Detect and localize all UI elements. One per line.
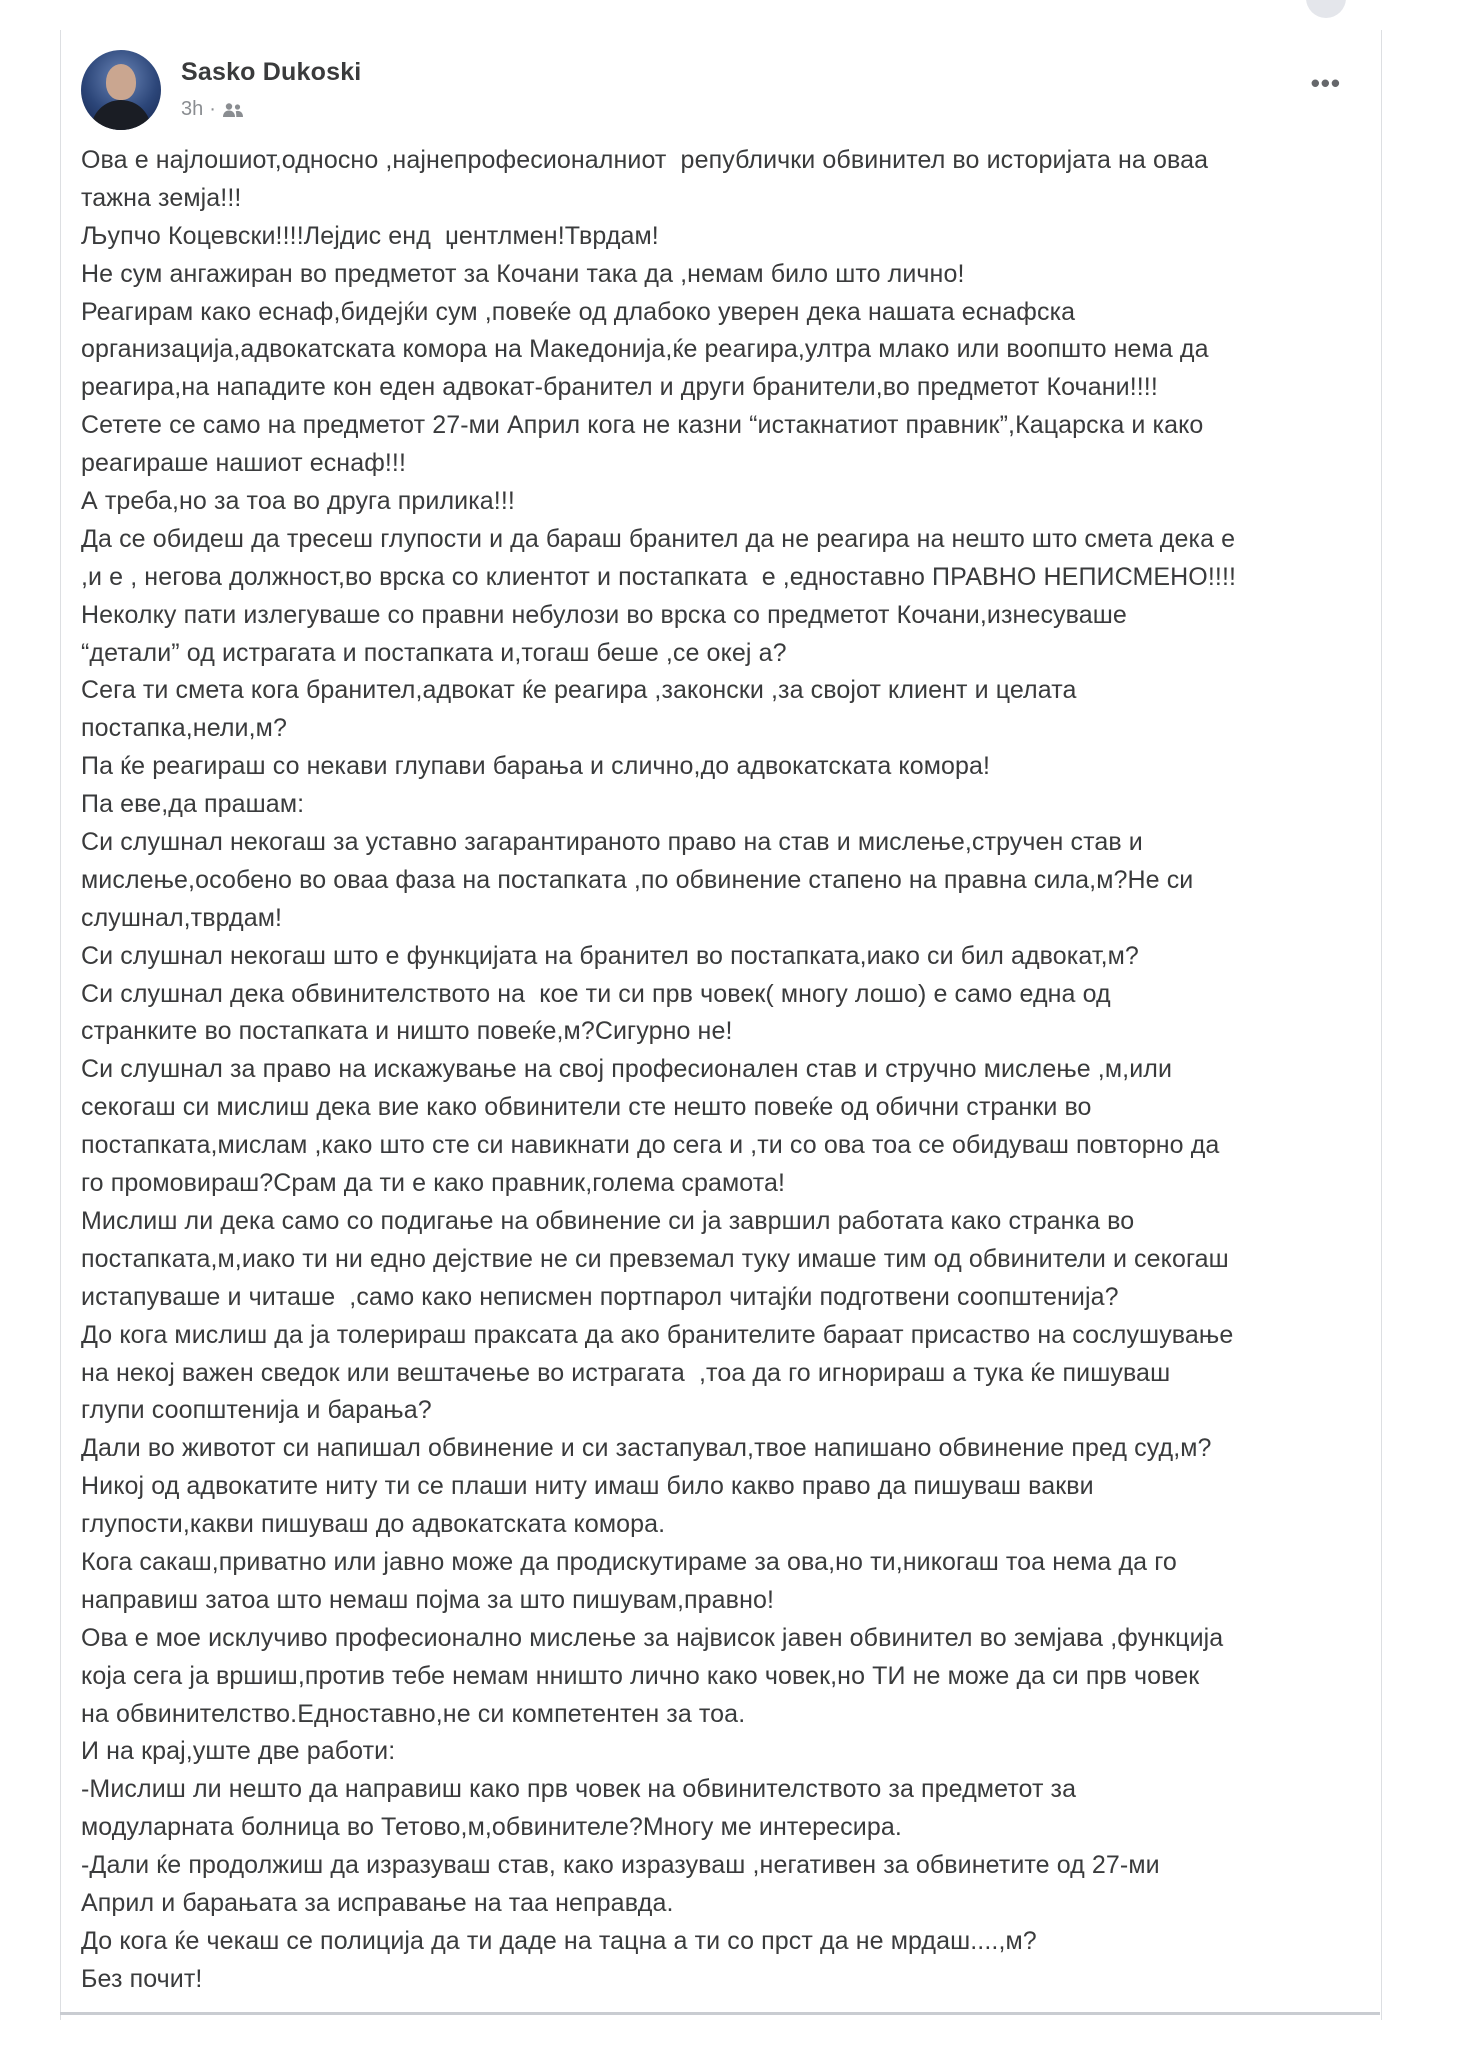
post-text-line: на некој важен сведок или вештачење во истрагата ,тоа да го игнорираш а тука ќе пишуваш (81, 1358, 1171, 1387)
meta-separator: · (209, 98, 216, 120)
post-text-line: Па еве,да прашам: (81, 790, 305, 819)
post-text-line: глупи соопштенија и барања? (81, 1396, 432, 1425)
post-text-line: А треба,но за тоа во друга прилика!!! (81, 487, 515, 516)
post-text-line: постапка,нели,м? (81, 714, 287, 743)
post-text-line: Си слушнал дека обвинителството на кое ти си прв човек( многу лошо) е само една од (81, 979, 1111, 1008)
post-text-line: Никој од адвокатите ниту ти се плаши ниту имаш било какво право да пишуваш вакви (81, 1472, 1094, 1501)
post-text-line: на обвинителство.Едноставно,не си компетентен за тоа. (81, 1699, 746, 1728)
post-text-line: До кога мислиш да ја толерираш праксата да ако бранителите бараат присаство на сослушување (81, 1320, 1234, 1349)
post-meta (181, 98, 244, 121)
post-text-line: направиш затоа што немаш појма за што пишувам,правно! (81, 1585, 775, 1614)
post-text-line: -Дали ќе продолжиш да изразуваш став, како изразуваш ,негативен за обвинетите од 27-ми (81, 1851, 1160, 1880)
post-text-line: Мислиш ли дека само со подигање на обвинение си ја завршил работата како странка во (81, 1206, 1135, 1235)
post-text-line: странките во постапката и ништо повеќе,м?Сигурно не! (81, 1017, 733, 1046)
post-text-line: Си слушнал некогаш што е функцијата на бранител во постапката,иако си бил адвокат,м? (81, 941, 1139, 970)
post-text-line: организација,адвокатската комора на Македонија,ќе реагира,ултра млако или воопшто нема да (81, 335, 1209, 364)
post-text-line: Неколку пати излегуваше со правни небулози во врска со предметот Кочани,изнесуваше (81, 600, 1127, 629)
post-text-line: истапуваше и читаше ,само како неписмен портпарол читајќи подготвени соопштенија? (81, 1282, 1119, 1311)
post-text-line: реагира,на нападите кон еден адвокат-бранител и други бранители,во предметот Кочани!!!! (81, 373, 1158, 402)
post-text-line: слушнал,тврдам! (81, 903, 283, 932)
post-text-line: Реагирам како еснаф,бидејќи сум ,повеќе од длабоко уверен дека нашата еснафска (81, 297, 1076, 326)
post-header (81, 50, 1361, 150)
post-text-line: Љупчо Коцевски!!!!Лејдис енд џентлмен!Тврдам! (81, 221, 659, 250)
post-text-line: постапката,м,иако ти ни едно дејствие не си превземал туку имаше тим од обвинители и секогаш (81, 1244, 1229, 1273)
post-text-line: Да се обидеш да тресеш глупости и да бараш бранител да не реагира на нешто што смета дека е (81, 524, 1236, 553)
post-text-line: Си слушнал за право на искажување на свој професионален став и стручно мислење ,м,или (81, 1055, 1173, 1084)
post-text-line: И на крај,уште две работи: (81, 1737, 396, 1766)
post-text-line: Дали во животот си напишал обвинение и си застапувал,твое напишано обвинение пред суд,м? (81, 1434, 1212, 1463)
post-text-line: секогаш си мислиш дека вие како обвинители сте нешто повеќе од обични странки во (81, 1093, 1092, 1122)
post-text-line: Април и барањата за исправање на таа неправда. (81, 1888, 674, 1917)
post-text-line: модуларната болница во Тетово,м,обвинителе?Многу ме интересира. (81, 1813, 902, 1842)
post-text-line: Сетете се само на предметот 27-ми Април кога не казни “истакнатиот правник”,Кацарска и како (81, 411, 1204, 440)
friends-icon[interactable] (222, 102, 244, 118)
post-text-line: Сега ти смета кога бранител,адвокат ќе реагира ,законски ,за својот клиент и целата (81, 676, 1077, 705)
post-time[interactable]: 3h (181, 98, 204, 120)
bottom-divider (60, 2012, 1380, 2015)
more-options-button[interactable]: ••• (1310, 68, 1341, 98)
avatar-body (91, 100, 151, 130)
post-text-line: Не сум ангажиран во предметот за Кочани така да ,немам било што лично! (81, 259, 965, 288)
post-text-line: мислење,особено во оваа фаза на постапката ,по обвинение стапено на правна сила,м?Не си (81, 865, 1194, 894)
post-text-line: го промовираш?Срам да ти е како правник,голема срамота! (81, 1169, 786, 1198)
post-text-line: реагираше нашиот еснаф!!! (81, 449, 407, 478)
avatar-face (106, 64, 136, 100)
post-text-line: Па ќе реагираш со некави глупави барања и слично,до адвокатската комора! (81, 752, 991, 781)
post-text-line: “детали” од истрагата и постапката и,тогаш беше ,се океј а? (81, 638, 787, 667)
post-text-line: глупости,какви пишуваш до адвокатската комора. (81, 1510, 666, 1539)
post-text-line: тажна земја!!! (81, 183, 242, 212)
post-text-line: До кога ќе чекаш се полиција да ти даде на тацна а ти со прст да не мрдаш....,м? (81, 1926, 1037, 1955)
post-card (60, 30, 1382, 2020)
post-text-line: Ова е мое исклучиво професионално мислење за највисок јавен обвинител во земјава ,функција (81, 1623, 1224, 1652)
post-text-line: постапката,мислам ,како што сте си навикнати до сега и ,ти со ова тоа се обидуваш повторно да (81, 1131, 1220, 1160)
post-body (81, 142, 1371, 1999)
author-name[interactable]: Sasko Dukoski (181, 58, 362, 86)
post-text-line: која сега ја вршиш,против тебе немам нништо лично како човек,но ТИ не може да си прв човек (81, 1661, 1200, 1690)
post-text-line: Ова е најлошиот,односно ,најнепрофесионалниот републички обвинител во историјата на оваа (81, 146, 1209, 174)
post-text-line: Кога сакаш,приватно или јавно може да продискутираме за ова,но ти,никогаш тоа нема да го (81, 1547, 1177, 1576)
avatar[interactable] (81, 50, 161, 130)
post-text-line: Си слушнал некогаш за уставно загарантираното право на став и мислење,стручен став и (81, 828, 1143, 857)
post-text-line: ,и е , негова должност,во врска со клиентот и постапката е ,едноставно ПРАВНО НЕПИСМЕНО!!!! (81, 562, 1237, 591)
top-corner-button[interactable] (1306, 0, 1346, 18)
post-text-line: Без почит! (81, 1964, 203, 1993)
post-text-line: -Мислиш ли нешто да направиш како прв човек на обвинителството за предметот за (81, 1775, 1077, 1804)
